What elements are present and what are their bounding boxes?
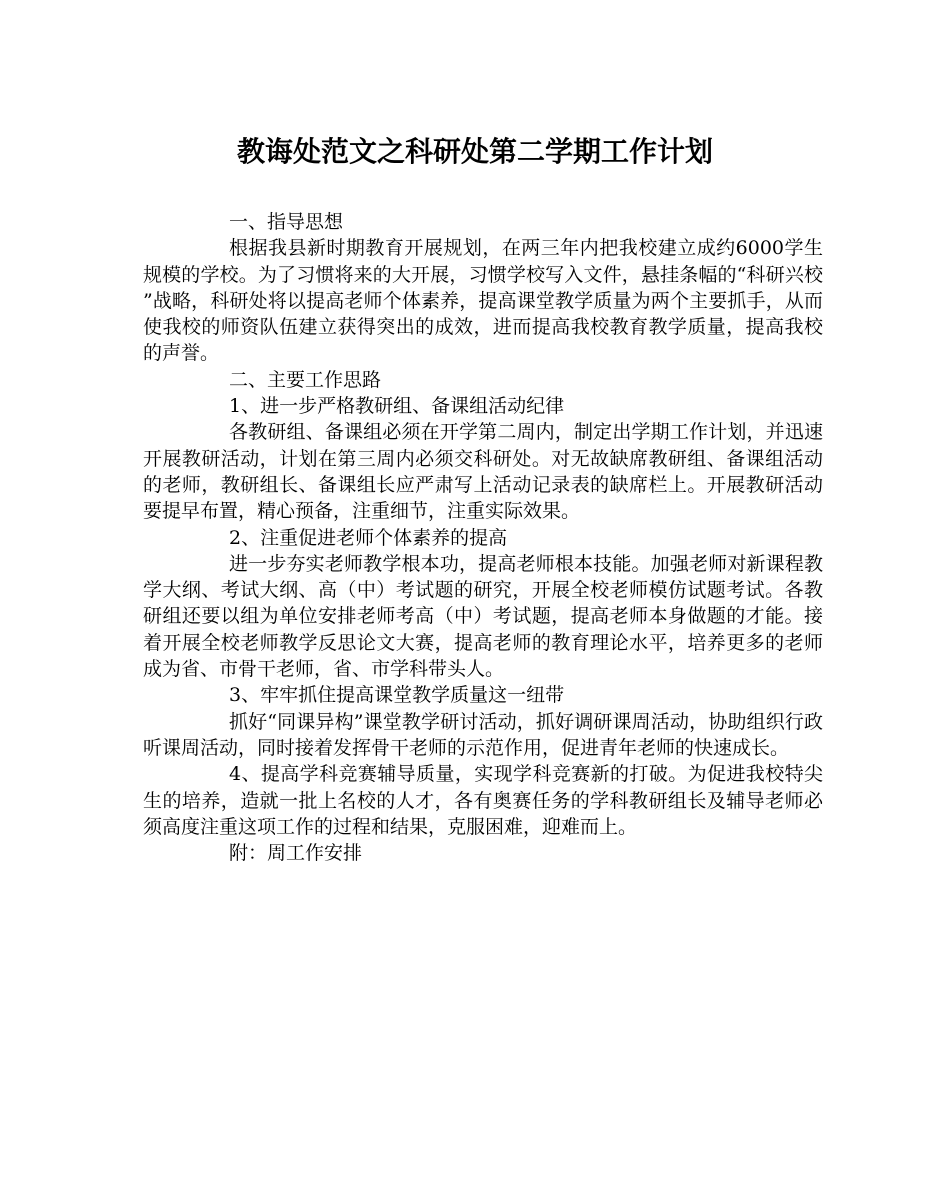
paragraph-discipline: 各教研组、备课组必须在开学第二周内，制定出学期工作计划，并迅速开展教研活动，计划在第三周内必须交科研处。对无故缺席教研组、备课组活动的老师，教研组长、备课组长应严肃写上活动记录表的缺席栏上。开展教研活动要提早布置，精心预备，注重细节，注重实际效果。 [143,421,823,523]
subheading-classroom-quality: 3、牢牢抓住提高课堂教学质量这一纽带 [229,684,565,707]
subheading-teacher-quality: 2、注重促进老师个体素养的提高 [229,526,508,549]
document-title: 教诲处范文之科研处第二学期工作计划 [236,135,713,168]
subheading-discipline: 1、进一步严格教研组、备课组活动纪律 [229,395,565,418]
section-heading-guiding-ideology: 一、指导思想 [229,211,344,233]
section-heading-main-ideas: 二、主要工作思路 [229,368,382,391]
paragraph-teacher-quality: 进一步夯实老师教学根本功，提高老师根本技能。加强老师对新课程教学大纲、考试大纲、高（中）考试题的研究，开展全校老师模仿试题考试。各教研组还要以组为单位安排老师考高（中）考试题，提高老师本身做题的才能。接着开展全校老师教学反思论文大赛，提高老师的教育理论水平，培养更多的老师成为省、市骨干老师，省、市学科带头人。 [143,552,823,681]
paragraph-classroom-quality: 抓好“同课异构”课堂教学研讨活动，抓好调研课周活动，协助组织行政听课周活动，同时接着发挥骨干老师的示范作用，促进青年老师的快速成长。 [143,710,823,759]
paragraph-competition: 4、提高学科竞赛辅导质量，实现学科竞赛新的打破。为促进我校特尖生的培养，造就一批上名校的人才，各有奥赛任务的学科教研组长及辅导老师必须高度注重这项工作的过程和结果，克服困难，迎难而上。 [143,763,823,838]
document-body [143,209,823,866]
paragraph-guiding-ideology: 根据我县新时期教育开展规划，在两三年内把我校建立成约6000学生规模的学校。为了习惯将来的大开展，习惯学校写入文件，悬挂条幅的“科研兴校”战略，科研处将以提高老师个体素养，提高课堂教学质量为两个主要抓手，从而使我校的师资队伍建立获得突出的成效，进而提高我校教育教学质量，提高我校的声誉。 [143,237,823,365]
appendix-heading: 附：周工作安排 [229,842,363,865]
